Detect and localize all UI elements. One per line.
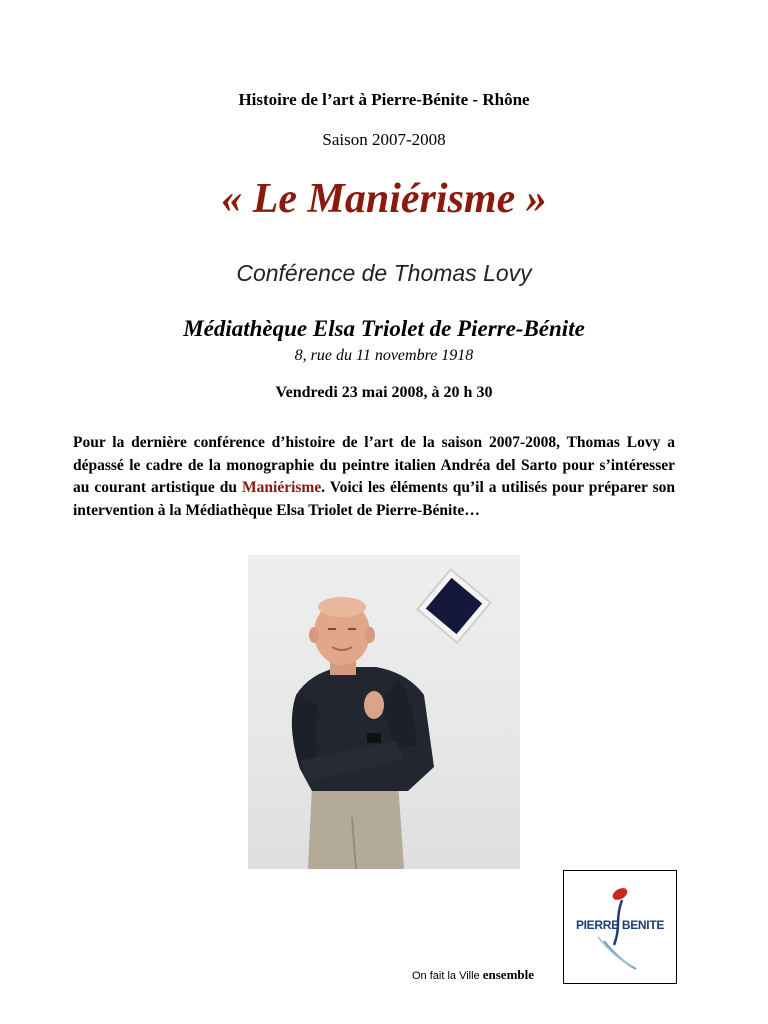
pierre-benite-logo bbox=[563, 870, 677, 984]
intro-text-after: . Voici les éléments qu’il a utilisés pour préparer son intervention à la Médiathèque Elsa Triolet de Pierre-Bénite… bbox=[73, 479, 675, 519]
intro-paragraph bbox=[73, 432, 675, 522]
event-title: « Le Maniérisme » bbox=[221, 176, 547, 222]
footer-tagline bbox=[412, 967, 534, 983]
event-datetime: Vendredi 23 mai 2008, à 20 h 30 bbox=[275, 384, 493, 401]
organization-header: Histoire de l’art à Pierre-Bénite - Rhône bbox=[238, 90, 530, 109]
speaker-photo-illustration bbox=[248, 555, 520, 869]
speaker-photo bbox=[248, 555, 520, 869]
season-label: Saison 2007-2008 bbox=[322, 130, 446, 149]
intro-highlight: Maniérisme bbox=[242, 479, 322, 496]
tagline-text: On fait la Ville bbox=[412, 970, 480, 982]
venue-address: 8, rue du 11 novembre 1918 bbox=[294, 347, 474, 364]
logo-text: PIERRE BENITE bbox=[575, 918, 665, 932]
conference-speaker: Conférence de Thomas Lovy bbox=[236, 260, 532, 286]
venue-name: Médiathèque Elsa Triolet de Pierre-Bénite bbox=[183, 316, 585, 341]
intro-text-before: Pour la dernière conférence d’histoire de l’art de la saison 2007-2008, Thomas Lovy a dépassé le cadre de la monographie du peintre italien Andréa del Sarto pour s’intéresser au courant artistique du bbox=[73, 434, 675, 496]
tagline-strong: ensemble bbox=[482, 967, 535, 982]
wall-painting bbox=[417, 569, 490, 642]
